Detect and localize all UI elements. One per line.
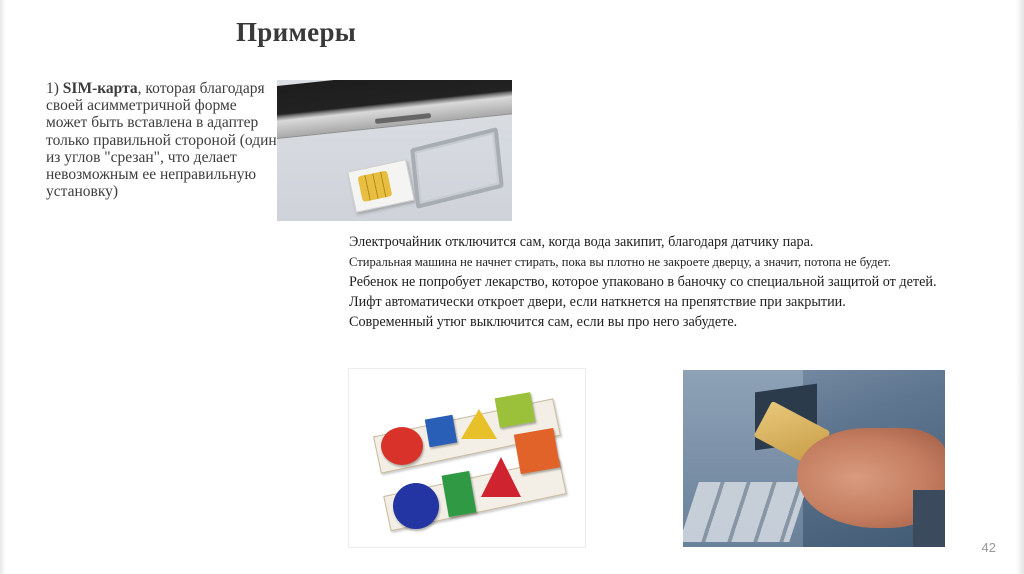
atm-card-image: [683, 370, 945, 547]
sim-card-term: SIM-карта: [62, 80, 138, 97]
example-elevator: Лифт автоматически откроет двери, если наткнется на препятствие при закрытии.: [349, 294, 846, 310]
slide-edge-left: [0, 0, 6, 574]
example-iron: Современный утюг выключится сам, если вы про него забудете.: [349, 314, 738, 330]
sleeve-graphic: [913, 490, 945, 547]
atm-keypad-graphic: [683, 482, 809, 542]
red-circle-piece: [381, 427, 423, 465]
sim-tray-graphic: [410, 127, 504, 209]
sim-card-graphic: [347, 159, 414, 213]
sim-card-description: , которая благодаря своей асимметричной форме может быть вставлена в адаптер только правильной стороной (один из углов "срезан", что делает невозможным ее неправильную установку): [46, 80, 277, 201]
page-number: 42: [981, 540, 996, 555]
examples-list: [349, 232, 969, 332]
orange-square-piece: [514, 428, 560, 474]
blue-circle-piece: [393, 483, 439, 529]
yellow-triangle-piece: [461, 409, 497, 439]
example-medicine-jar: Ребенок не попробует лекарство, которое упаковано в баночку со специальной защитой от детей.: [349, 274, 937, 290]
example-washing-machine: Стиральная машина не начнет стирать, пока вы плотно не закроете дверцу, а значит, потопа не будет.: [349, 255, 891, 269]
sim-chip-graphic: [358, 170, 393, 202]
blue-square-piece: [425, 415, 457, 447]
phone-edge-graphic: [277, 80, 512, 139]
green-square-piece: [495, 392, 536, 428]
example-number: 1): [46, 80, 59, 97]
shape-sorter-image: [348, 368, 586, 548]
sim-card-tray-image: [277, 80, 512, 221]
sim-card-example-text: [46, 80, 281, 200]
example-kettle: Электрочайник отключится сам, когда вода закипит, благодаря датчику пара.: [349, 234, 814, 250]
red-triangle-piece: [481, 457, 521, 497]
slide-edge-right: [1016, 0, 1024, 574]
slide-title: Примеры: [236, 17, 357, 47]
